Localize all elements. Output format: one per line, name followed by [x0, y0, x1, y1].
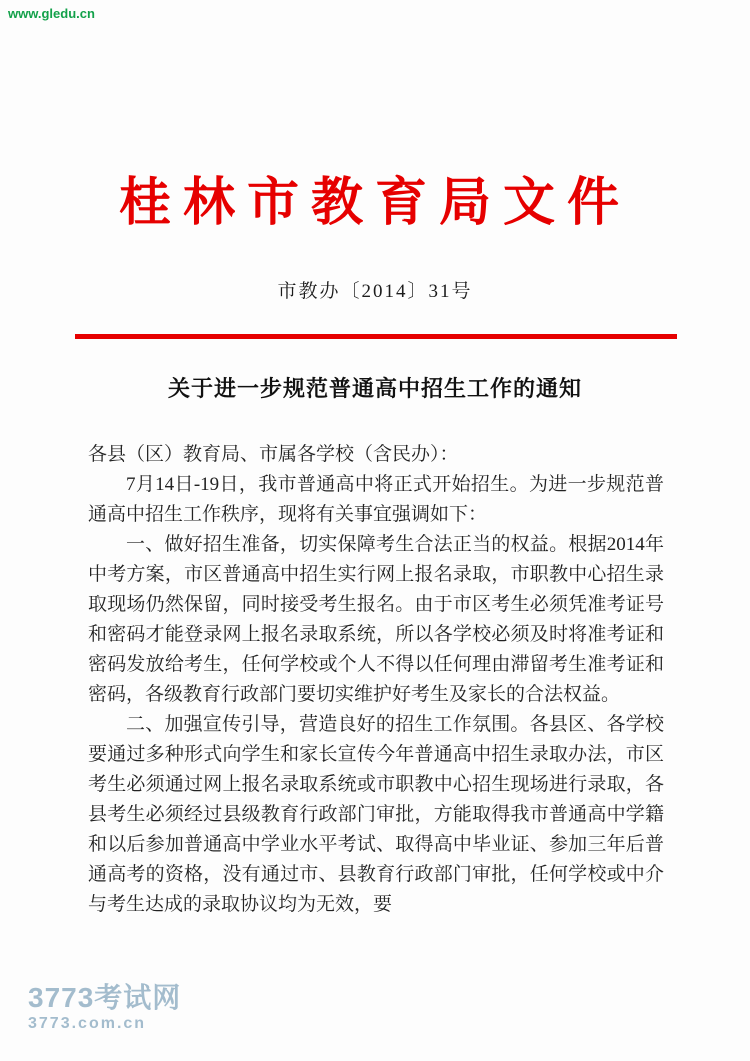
bottom-watermark	[28, 982, 181, 1033]
body-paragraph: 二、加强宣传引导，营造良好的招生工作氛围。各县区、各学校要通过多种形式向学生和家长宣传今年普通高中招生录取办法，市区考生必须通过网上报名录取系统或市职教中心招生现场进行录取，各县考生必须经过县级教育行政部门审批，方能取得我市普通高中学籍和以后参加普通高中学业水平考试、取得高中毕业证、参加三年后普通高考的资格，没有通过市、县教育行政部门审批，任何学校或中介与考生达成的录取协议均为无效，要	[88, 714, 664, 915]
red-divider-line	[75, 334, 677, 339]
body-paragraph: 一、做好招生准备，切实保障考生合法正当的权益。根据2014年中考方案，市区普通高中招生实行网上报名录取，市职教中心招生录取现场仍然保留，同时接受考生报名。由于市区考生必须凭准考证号和密码才能登录网上报名录取系统，所以各学校必须及时将准考证和密码发放给考生，任何学校或个人不得以任何理由滞留考生准考证和密码，各级教育行政部门要切实维护好考生及家长的合法权益。	[88, 534, 664, 705]
bottom-watermark-site-url: 3773.com.cn	[28, 1014, 147, 1032]
bottom-watermark-site-name: 3773考试网	[28, 982, 182, 1014]
document-title: 关于进一步规范普通高中招生工作的通知	[167, 376, 582, 401]
body-paragraph: 7月14日-19日，我市普通高中将正式开始招生。为进一步规范普通高中招生工作秩序，现将有关事宜强调如下：	[88, 474, 664, 525]
top-watermark: www.gledu.cn	[8, 6, 95, 21]
document-number: 市教办〔2014〕31号	[277, 281, 473, 302]
agency-header-title: 桂林市教育局文件	[118, 175, 631, 232]
salutation-line: 各县（区）教育局、市属各学校（含民办）：	[88, 444, 459, 465]
document-body	[88, 440, 664, 920]
